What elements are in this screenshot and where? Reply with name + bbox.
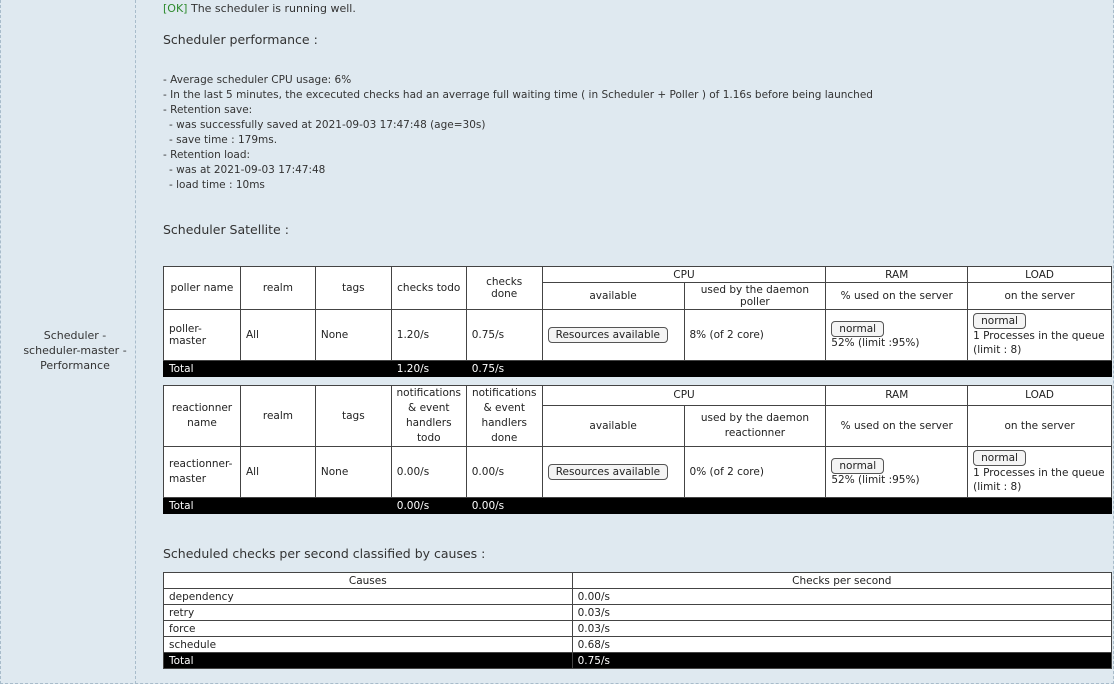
col-header-available: available [542,283,684,310]
perf-line: - Average scheduler CPU usage: 6% [163,74,352,86]
perf-line: - was at 2021-09-03 17:47:48 [169,164,326,176]
done-cell: 0.00/s [466,447,542,498]
total-row [164,361,1112,377]
table-row [164,621,1112,637]
perf-line: - Retention save: [163,104,253,116]
perf-line: - Retention load: [163,149,251,161]
tags-cell: None [315,310,391,361]
total-todo: 0.00/s [391,498,466,514]
todo-cell: 1.20/s [391,310,466,361]
reactionner-name: reactionner-master [164,447,241,498]
total-rate: 0.75/s [572,653,1111,669]
col-header-notifications-done: notifications & event handlers done [466,386,542,447]
cause-cell: schedule [164,637,573,653]
cpu-used-cell: 0% (of 2 core) [684,447,826,498]
load-cell [968,310,1112,361]
table-row [164,447,1112,498]
reactionner-table [163,385,1112,514]
cause-cell: retry [164,605,573,621]
load-cell [968,447,1112,498]
poller-name: poller-master [164,310,241,361]
total-label: Total [164,361,241,377]
ram-cell [826,447,968,498]
table-row [164,637,1112,653]
total-done: 0.75/s [466,361,542,377]
total-row [164,498,1112,514]
perf-line: - In the last 5 minutes, the excecuted checks had an averrage full waiting time ( in Scheduler + Poller ) of 1.16s before being launched [163,89,873,101]
col-header-tags: tags [315,386,391,447]
total-row [164,653,1112,669]
col-header-checks-todo: checks todo [391,267,466,310]
col-header-cpu: CPU [542,386,826,406]
col-header-realm: realm [240,267,315,310]
total-label: Total [164,498,241,514]
left-column [0,0,136,684]
col-header-load-sub: on the server [968,405,1112,446]
tags-cell: None [315,447,391,498]
section-label: Scheduler - scheduler-master - Performance [23,329,127,372]
total-done: 0.00/s [466,498,542,514]
col-header-load: LOAD [968,267,1112,283]
resources-available-button[interactable]: Resources available [548,464,668,480]
col-header-checks-per-second: Checks per second [572,573,1111,589]
performance-title: Scheduler performance : [163,32,318,47]
rate-cell: 0.00/s [572,589,1111,605]
col-header-available: available [542,405,684,446]
ram-text: 52% (limit :95%) [831,337,920,349]
ram-text: 52% (limit :95%) [831,474,920,486]
col-header-checks-done: checks done [466,267,542,310]
realm-cell: All [240,447,315,498]
col-header-load-sub: on the server [968,283,1112,310]
rate-cell: 0.03/s [572,605,1111,621]
rate-cell: 0.03/s [572,621,1111,637]
satellite-title: Scheduler Satellite : [163,222,289,237]
col-header-ram-sub: % used on the server [826,405,968,446]
col-header-causes: Causes [164,573,573,589]
table-row [164,310,1112,361]
cpu-used-cell: 8% (of 2 core) [684,310,826,361]
col-header-notifications-todo: notifications & event handlers todo [391,386,466,447]
col-header-ram: RAM [826,267,968,283]
load-status-button[interactable]: normal [973,450,1026,466]
cause-cell: dependency [164,589,573,605]
causes-title: Scheduled checks per second classified by causes : [163,546,486,561]
col-header-poller-name: poller name [164,267,241,310]
done-cell: 0.75/s [466,310,542,361]
table-row [164,605,1112,621]
ram-status-button[interactable]: normal [831,321,884,337]
table-row [164,589,1112,605]
perf-line: - load time : 10ms [169,179,265,191]
cause-cell: force [164,621,573,637]
col-header-ram-sub: % used on the server [826,283,968,310]
total-todo: 1.20/s [391,361,466,377]
status-badge: [OK] [163,2,188,15]
load-text: 1 Processes in the queue (limit : 8) [973,467,1105,493]
performance-list [163,73,873,193]
load-status-button[interactable]: normal [973,313,1026,329]
total-label: Total [164,653,573,669]
ram-cell [826,310,968,361]
poller-table [163,266,1112,377]
col-header-reactionner-name: reactionner name [164,386,241,447]
todo-cell: 0.00/s [391,447,466,498]
load-text: 1 Processes in the queue (limit : 8) [973,330,1105,356]
causes-table [163,572,1112,669]
resources-available-button[interactable]: Resources available [548,327,668,343]
realm-cell: All [240,310,315,361]
col-header-tags: tags [315,267,391,310]
rate-cell: 0.68/s [572,637,1111,653]
col-header-ram: RAM [826,386,968,406]
col-header-cpu: CPU [542,267,826,283]
status-line [163,2,356,15]
cpu-available-cell [542,447,684,498]
ram-status-button[interactable]: normal [831,458,884,474]
col-header-used: used by the daemon poller [684,283,826,310]
cpu-available-cell [542,310,684,361]
col-header-realm: realm [240,386,315,447]
perf-line: - save time : 179ms. [169,134,278,146]
col-header-used: used by the daemon reactionner [684,405,826,446]
status-text: The scheduler is running well. [190,2,356,15]
col-header-load: LOAD [968,386,1112,406]
perf-line: - was successfully saved at 2021-09-03 17:47:48 (age=30s) [169,119,486,131]
